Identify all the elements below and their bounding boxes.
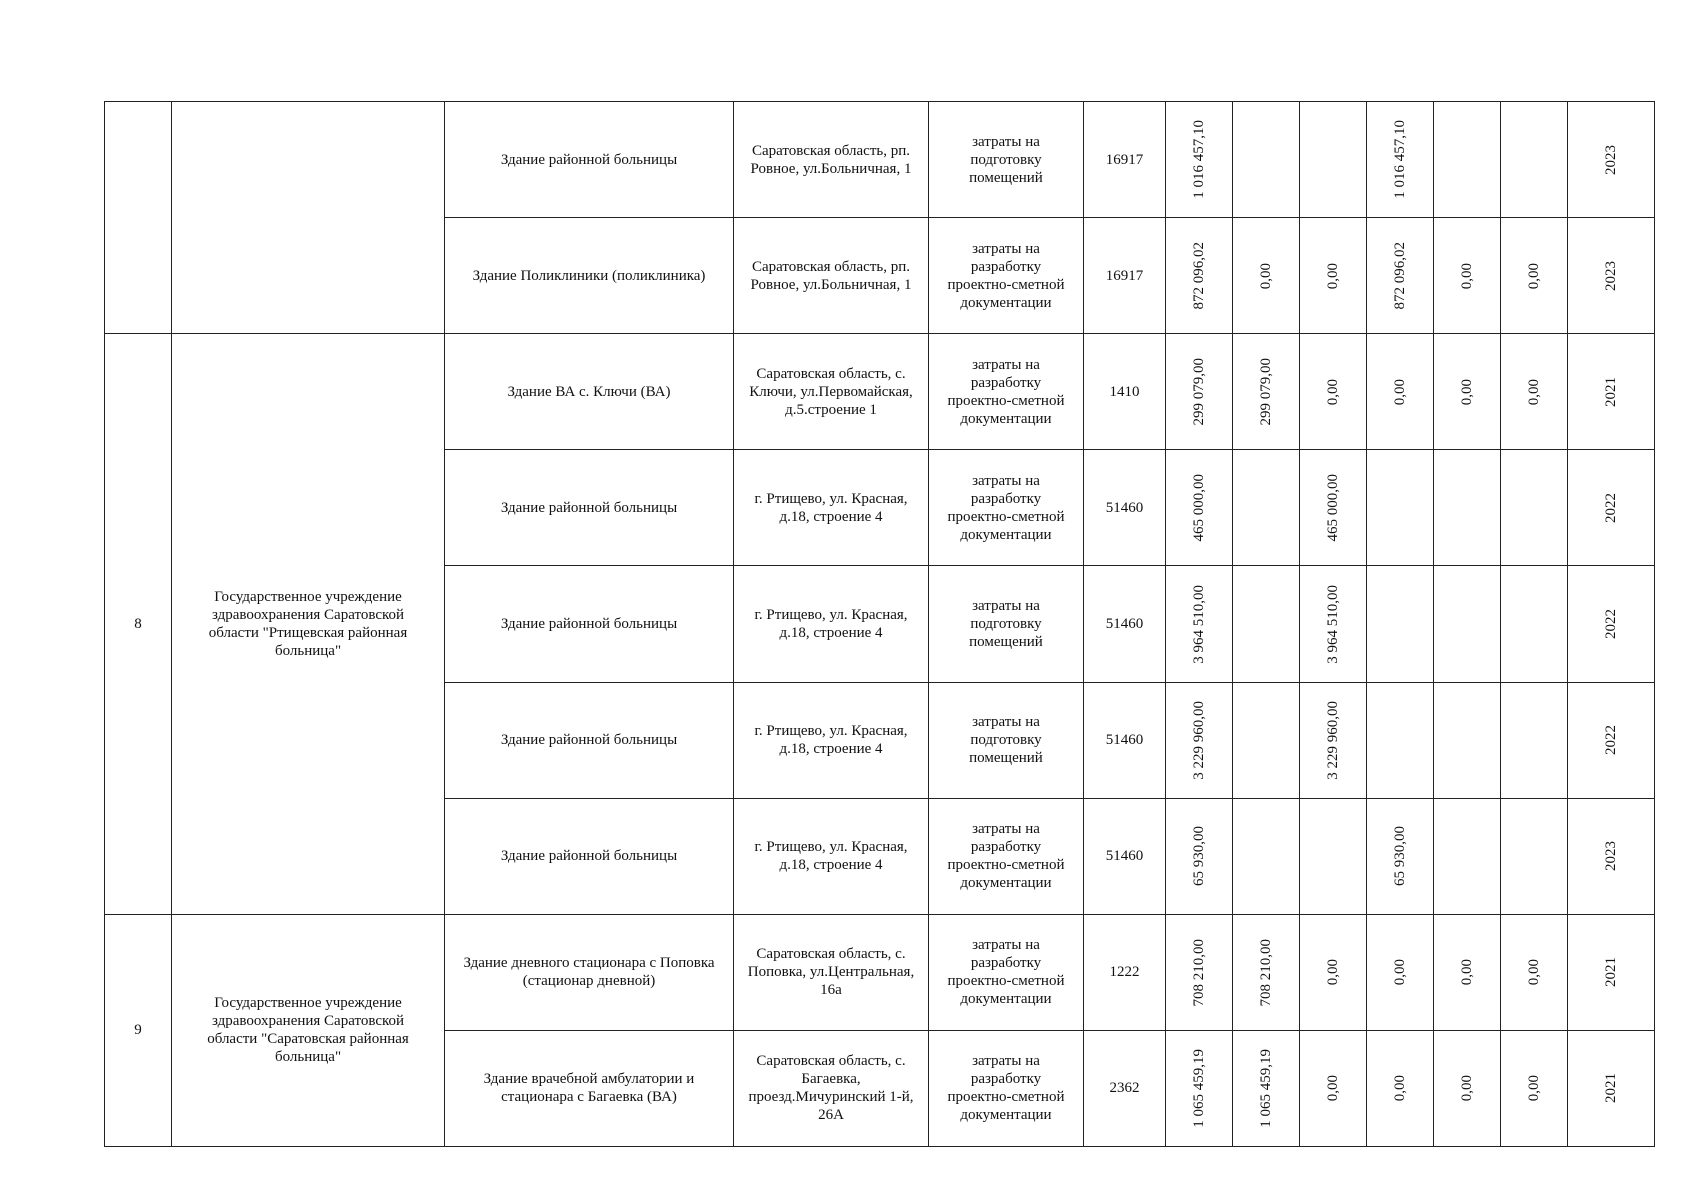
amount-col-2-text: 3 964 510,00 xyxy=(1325,584,1341,664)
amount-col-2-text: 0,00 xyxy=(1325,262,1341,289)
amount-col-1-text: 299 079,00 xyxy=(1258,358,1274,426)
amount-col-3-text: 0,00 xyxy=(1392,378,1408,405)
cost-type-cell: затраты на разработку проектно-сметной документации xyxy=(929,218,1084,334)
object-name-cell: Здание районной больницы xyxy=(445,450,734,566)
amount-col-4-cell xyxy=(1434,566,1501,682)
total-amount-text: 1 065 459,19 xyxy=(1191,1049,1207,1128)
amount-col-5-cell xyxy=(1501,1030,1568,1146)
year-text: 2022 xyxy=(1603,492,1619,523)
year-cell xyxy=(1568,218,1655,334)
object-name-cell: Здание дневного стационара с Поповка (стационар дневной) xyxy=(445,914,734,1030)
total-amount-text: 65 930,00 xyxy=(1191,826,1207,887)
cost-type-cell: затраты на разработку проектно-сметной документации xyxy=(929,334,1084,450)
year-cell xyxy=(1568,682,1655,798)
cost-type-cell: затраты на подготовку помещений xyxy=(929,566,1084,682)
amount-col-3-cell xyxy=(1367,914,1434,1030)
total-amount-cell xyxy=(1166,914,1233,1030)
amount-col-4-text: 0,00 xyxy=(1459,262,1475,289)
amount-col-1-text: 0,00 xyxy=(1258,262,1274,289)
total-amount-cell xyxy=(1166,334,1233,450)
address-cell: Саратовская область, рп. Ровное, ул.Больничная, 1 xyxy=(734,218,929,334)
total-amount-text: 872 096,02 xyxy=(1191,241,1207,310)
area-cell: 16917 xyxy=(1084,102,1166,218)
amount-col-3-text: 1 016 457,10 xyxy=(1392,120,1408,199)
area-cell: 16917 xyxy=(1084,218,1166,334)
amount-col-5-cell xyxy=(1501,566,1568,682)
cost-type-cell: затраты на разработку проектно-сметной документации xyxy=(929,1030,1084,1146)
address-cell: Саратовская область, с. Ключи, ул.Первомайская, д.5.строение 1 xyxy=(734,334,929,450)
amount-col-2-text: 0,00 xyxy=(1325,1075,1341,1102)
amount-col-1-cell xyxy=(1233,682,1300,798)
amount-col-1-cell xyxy=(1233,450,1300,566)
total-amount-text: 1 016 457,10 xyxy=(1191,120,1207,199)
row-number-cell xyxy=(105,102,172,334)
total-amount-cell xyxy=(1166,218,1233,334)
cost-type-cell: затраты на разработку проектно-сметной документации xyxy=(929,450,1084,566)
amount-col-3-cell xyxy=(1367,218,1434,334)
amount-col-4-text: 0,00 xyxy=(1459,378,1475,405)
total-amount-text: 299 079,00 xyxy=(1191,358,1207,426)
amount-col-5-cell xyxy=(1501,218,1568,334)
year-text: 2023 xyxy=(1603,841,1619,872)
area-cell: 51460 xyxy=(1084,566,1166,682)
year-text: 2023 xyxy=(1603,260,1619,291)
year-cell xyxy=(1568,334,1655,450)
year-text: 2022 xyxy=(1603,725,1619,756)
object-name-cell: Здание Поликлиники (поликлиника) xyxy=(445,218,734,334)
area-cell: 1410 xyxy=(1084,334,1166,450)
year-cell xyxy=(1568,1030,1655,1146)
total-amount-cell xyxy=(1166,102,1233,218)
year-text: 2023 xyxy=(1603,144,1619,175)
amount-col-5-cell xyxy=(1501,450,1568,566)
cost-type-cell: затраты на разработку проектно-сметной документации xyxy=(929,914,1084,1030)
amount-col-2-cell xyxy=(1300,450,1367,566)
year-text: 2021 xyxy=(1603,376,1619,407)
amount-col-5-cell xyxy=(1501,334,1568,450)
area-cell: 51460 xyxy=(1084,682,1166,798)
cost-type-cell: затраты на подготовку помещений xyxy=(929,682,1084,798)
amount-col-5-text: 0,00 xyxy=(1526,959,1542,986)
year-text: 2022 xyxy=(1603,608,1619,639)
total-amount-cell xyxy=(1166,682,1233,798)
year-cell xyxy=(1568,914,1655,1030)
amount-col-3-cell xyxy=(1367,1030,1434,1146)
year-cell xyxy=(1568,566,1655,682)
cost-type-cell: затраты на подготовку помещений xyxy=(929,102,1084,218)
amount-col-2-cell xyxy=(1300,798,1367,914)
total-amount-cell xyxy=(1166,566,1233,682)
amount-col-2-cell xyxy=(1300,1030,1367,1146)
amount-col-3-cell xyxy=(1367,334,1434,450)
amount-col-4-cell xyxy=(1434,914,1501,1030)
object-name-cell: Здание районной больницы xyxy=(445,566,734,682)
address-cell: г. Ртищево, ул. Красная, д.18, строение 4 xyxy=(734,798,929,914)
amount-col-2-text: 0,00 xyxy=(1325,378,1341,405)
address-cell: Саратовская область, рп. Ровное, ул.Больничная, 1 xyxy=(734,102,929,218)
total-amount-cell xyxy=(1166,1030,1233,1146)
amount-col-4-cell xyxy=(1434,218,1501,334)
amount-col-3-cell xyxy=(1367,450,1434,566)
amount-col-4-text: 0,00 xyxy=(1459,1075,1475,1102)
table-row xyxy=(105,102,1655,218)
row-number-cell: 9 xyxy=(105,914,172,1146)
amount-col-3-cell xyxy=(1367,102,1434,218)
amount-col-1-cell xyxy=(1233,1030,1300,1146)
total-amount-cell xyxy=(1166,798,1233,914)
object-name-cell: Здание врачебной амбулатории и стационара с Багаевка (ВА) xyxy=(445,1030,734,1146)
area-cell: 2362 xyxy=(1084,1030,1166,1146)
total-amount-text: 3 229 960,00 xyxy=(1191,700,1207,780)
amount-col-3-cell xyxy=(1367,566,1434,682)
organization-cell: Государственное учреждение здравоохранения Саратовской области "Саратовская районная больница" xyxy=(172,914,445,1146)
amount-col-1-cell xyxy=(1233,914,1300,1030)
amount-col-2-text: 3 229 960,00 xyxy=(1325,700,1341,780)
organization-cell: Государственное учреждение здравоохранения Саратовской области "Ртищевская районная больница" xyxy=(172,334,445,915)
total-amount-text: 3 964 510,00 xyxy=(1191,584,1207,664)
year-cell xyxy=(1568,450,1655,566)
amount-col-1-cell xyxy=(1233,102,1300,218)
year-cell xyxy=(1568,102,1655,218)
amount-col-2-cell xyxy=(1300,914,1367,1030)
amount-col-5-cell xyxy=(1501,914,1568,1030)
amount-col-1-cell xyxy=(1233,566,1300,682)
amount-col-4-cell xyxy=(1434,102,1501,218)
amount-col-5-text: 0,00 xyxy=(1526,378,1542,405)
amount-col-3-text: 0,00 xyxy=(1392,959,1408,986)
amount-col-3-text: 0,00 xyxy=(1392,1075,1408,1102)
cost-type-cell: затраты на разработку проектно-сметной документации xyxy=(929,798,1084,914)
amount-col-1-cell xyxy=(1233,798,1300,914)
amount-col-1-cell xyxy=(1233,334,1300,450)
amount-col-2-text: 465 000,00 xyxy=(1325,474,1341,542)
object-name-cell: Здание ВА с. Ключи (ВА) xyxy=(445,334,734,450)
year-cell xyxy=(1568,798,1655,914)
amount-col-2-text: 0,00 xyxy=(1325,959,1341,986)
address-cell: г. Ртищево, ул. Красная, д.18, строение 4 xyxy=(734,682,929,798)
year-text: 2021 xyxy=(1603,957,1619,988)
address-cell: Саратовская область, с. Багаевка, проезд.Мичуринский 1-й, 26А xyxy=(734,1030,929,1146)
amount-col-1-cell xyxy=(1233,218,1300,334)
amount-col-1-text: 708 210,00 xyxy=(1258,938,1274,1007)
amount-col-3-text: 872 096,02 xyxy=(1392,241,1408,310)
amount-col-4-cell xyxy=(1434,682,1501,798)
total-amount-cell xyxy=(1166,450,1233,566)
amount-col-2-cell xyxy=(1300,102,1367,218)
amount-col-4-cell xyxy=(1434,450,1501,566)
total-amount-text: 708 210,00 xyxy=(1191,938,1207,1007)
organization-cell xyxy=(172,102,445,334)
table-row xyxy=(105,914,1655,1030)
amount-col-4-text: 0,00 xyxy=(1459,959,1475,986)
amount-col-2-cell xyxy=(1300,218,1367,334)
amount-col-5-cell xyxy=(1501,102,1568,218)
area-cell: 51460 xyxy=(1084,798,1166,914)
amount-col-3-cell xyxy=(1367,682,1434,798)
area-cell: 1222 xyxy=(1084,914,1166,1030)
amount-col-3-text: 65 930,00 xyxy=(1392,826,1408,887)
table-row xyxy=(105,334,1655,450)
amount-col-5-text: 0,00 xyxy=(1526,262,1542,289)
year-text: 2021 xyxy=(1603,1073,1619,1104)
object-name-cell: Здание районной больницы xyxy=(445,798,734,914)
amount-col-2-cell xyxy=(1300,682,1367,798)
amount-col-5-cell xyxy=(1501,798,1568,914)
total-amount-text: 465 000,00 xyxy=(1191,474,1207,542)
amount-col-1-text: 1 065 459,19 xyxy=(1258,1049,1274,1128)
amount-col-2-cell xyxy=(1300,334,1367,450)
amount-col-4-cell xyxy=(1434,1030,1501,1146)
address-cell: г. Ртищево, ул. Красная, д.18, строение 4 xyxy=(734,450,929,566)
address-cell: г. Ртищево, ул. Красная, д.18, строение 4 xyxy=(734,566,929,682)
amount-col-4-cell xyxy=(1434,798,1501,914)
area-cell: 51460 xyxy=(1084,450,1166,566)
budget-table xyxy=(104,101,1655,1147)
amount-col-4-cell xyxy=(1434,334,1501,450)
amount-col-5-cell xyxy=(1501,682,1568,798)
amount-col-3-cell xyxy=(1367,798,1434,914)
object-name-cell: Здание районной больницы xyxy=(445,102,734,218)
amount-col-5-text: 0,00 xyxy=(1526,1075,1542,1102)
address-cell: Саратовская область, с. Поповка, ул.Центральная, 16а xyxy=(734,914,929,1030)
object-name-cell: Здание районной больницы xyxy=(445,682,734,798)
amount-col-2-cell xyxy=(1300,566,1367,682)
row-number-cell: 8 xyxy=(105,334,172,915)
